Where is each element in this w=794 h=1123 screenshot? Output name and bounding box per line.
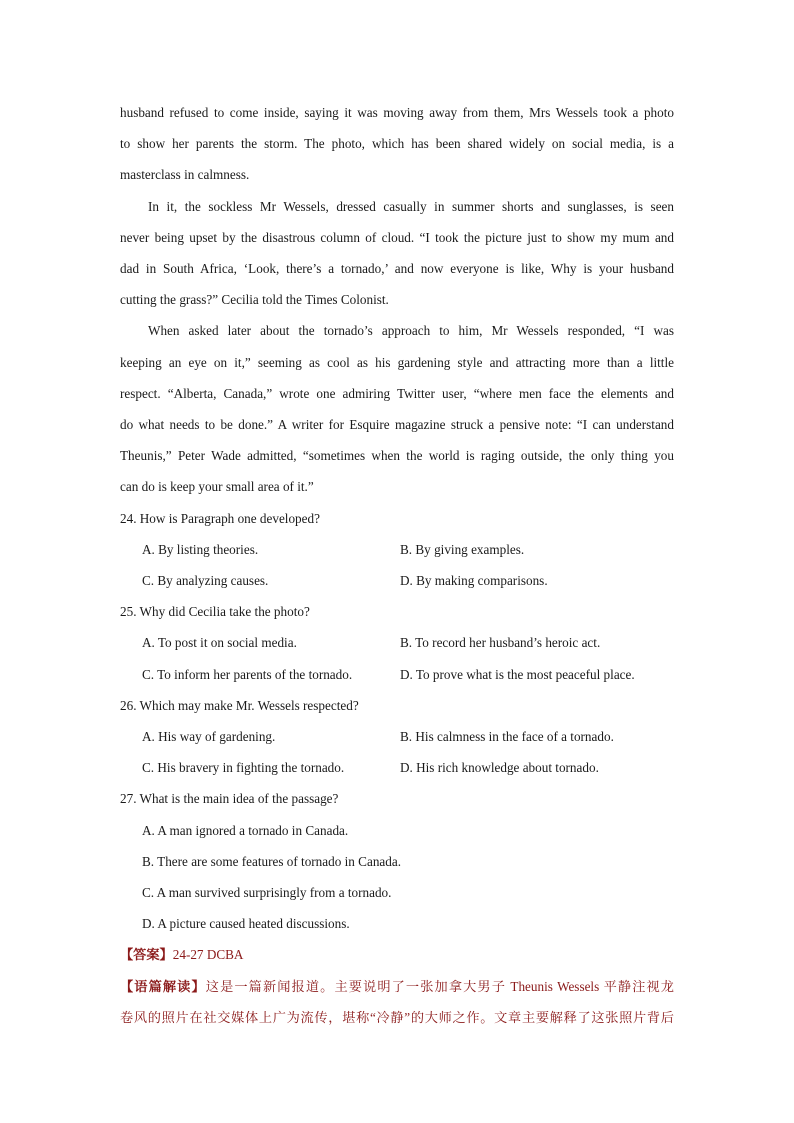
question-stem: 24. How is Paragraph one developed? bbox=[120, 510, 320, 526]
option-a: A. His way of gardening. bbox=[142, 729, 276, 745]
option-a: A. To post it on social media. bbox=[142, 635, 297, 651]
option-d: D. A picture caused heated discussions. bbox=[142, 916, 350, 932]
text-line: masterclass in calmness. bbox=[120, 167, 250, 183]
answer-label: 【答案】 bbox=[120, 947, 173, 963]
option-d: D. By making comparisons. bbox=[400, 573, 548, 589]
option-b: B. To record her husband’s heroic act. bbox=[400, 635, 601, 651]
text-line: keeping an eye on it,” seeming as cool as his gardening style and attracting more than a little bbox=[120, 354, 674, 370]
text-line: husband refused to come inside, saying it was moving away from them, Mrs Wessels took a photo bbox=[120, 105, 674, 120]
analysis-text: 这是一篇新闻报道。主要说明了一张加拿大男子 Theunis Wessels 平静注视龙 bbox=[205, 978, 674, 994]
question-26 bbox=[120, 690, 674, 784]
document-page bbox=[120, 97, 674, 1033]
analysis-line-2: 卷风的照片在社交媒体上广为流传，堪称“冷静”的大师之作。文章主要解释了这张照片背后 bbox=[120, 1009, 674, 1025]
text-line: cutting the grass?” Cecilia told the Times Colonist. bbox=[120, 292, 389, 308]
option-c: C. A man survived surprisingly from a tornado. bbox=[142, 885, 392, 901]
text-line: dad in South Africa, ‘Look, there’s a tornado,’ and now everyone is like, Why is your husband bbox=[120, 261, 674, 277]
paragraph-3 bbox=[120, 315, 674, 502]
option-d: D. His rich knowledge about tornado. bbox=[400, 760, 599, 776]
text-line: never being upset by the disastrous column of cloud. “I took the picture just to show my mum and bbox=[120, 229, 674, 245]
question-25 bbox=[120, 596, 674, 690]
option-c: C. By analyzing causes. bbox=[142, 573, 269, 589]
option-b: B. By giving examples. bbox=[400, 541, 525, 557]
analysis-label: 【语篇解读】 bbox=[120, 978, 206, 994]
option-b: B. His calmness in the face of a tornado. bbox=[400, 729, 614, 745]
text-line: can do is keep your small area of it.” bbox=[120, 479, 314, 495]
question-stem: 26. Which may make Mr. Wessels respected? bbox=[120, 697, 359, 713]
question-24 bbox=[120, 503, 674, 597]
option-list bbox=[120, 815, 674, 940]
option-a: A. A man ignored a tornado in Canada. bbox=[142, 822, 349, 838]
option-a: A. By listing theories. bbox=[142, 541, 259, 557]
text-line: do what needs to be done.” A writer for Esquire magazine struck a pensive note: “I can understand bbox=[120, 417, 674, 433]
question-stem: 27. What is the main idea of the passage? bbox=[120, 791, 339, 807]
analysis-line-1 bbox=[120, 971, 674, 1002]
option-c: C. His bravery in fighting the tornado. bbox=[142, 760, 345, 776]
text-line: to show her parents the storm. The photo, which has been shared widely on social media, is a bbox=[120, 136, 674, 152]
option-b: B. There are some features of tornado in Canada. bbox=[142, 853, 402, 869]
text-line: In it, the sockless Mr Wessels, dressed casually in summer shorts and sunglasses, is seen bbox=[148, 198, 674, 214]
text-line: respect. “Alberta, Canada,” wrote one admiring Twitter user, “where men face the elements and bbox=[120, 385, 674, 401]
option-grid bbox=[120, 721, 674, 783]
question-stem: 25. Why did Cecilia take the photo? bbox=[120, 604, 310, 620]
question-27 bbox=[120, 783, 674, 939]
option-grid bbox=[120, 534, 674, 596]
option-d: D. To prove what is the most peaceful place. bbox=[400, 666, 635, 682]
paragraph-2 bbox=[120, 191, 674, 316]
text-line: When asked later about the tornado’s approach to him, Mr Wessels responded, “I was bbox=[148, 323, 674, 339]
option-c: C. To inform her parents of the tornado. bbox=[142, 666, 353, 682]
text-line: Theunis,” Peter Wade admitted, “sometimes when the world is raging outside, the only thing you bbox=[120, 448, 674, 464]
option-grid bbox=[120, 627, 674, 689]
paragraph-1 bbox=[120, 97, 674, 191]
answer-line bbox=[120, 939, 674, 970]
answer-value: 24-27 DCBA bbox=[172, 947, 244, 963]
